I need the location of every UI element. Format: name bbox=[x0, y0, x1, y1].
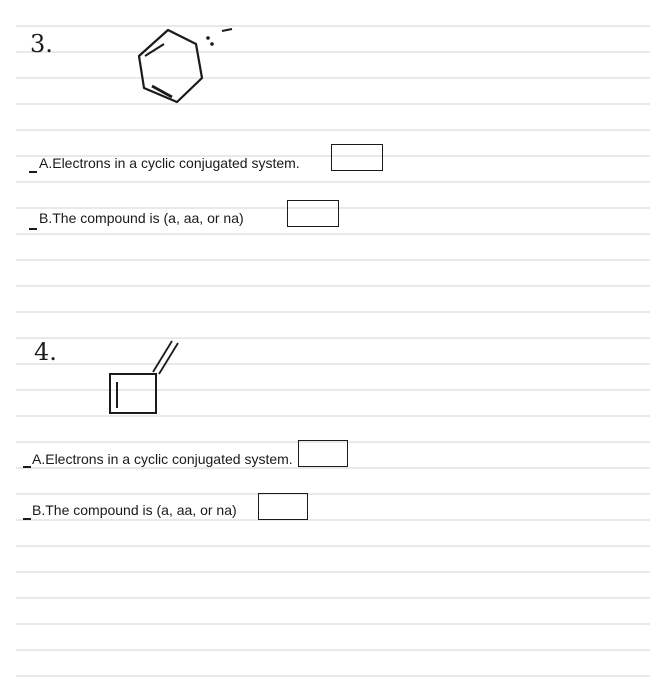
answer-marker bbox=[23, 518, 31, 520]
answer-box-4a[interactable] bbox=[298, 440, 348, 467]
question-3b-label: B.The compound is (a, aa, or na) bbox=[39, 210, 244, 226]
answer-box-3b[interactable] bbox=[287, 200, 339, 227]
answer-marker bbox=[29, 228, 37, 230]
cyclohexadienyl-anion-structure-icon bbox=[130, 20, 250, 115]
problem-4-number: 4. bbox=[34, 338, 57, 366]
answer-marker bbox=[23, 466, 31, 468]
methylenecyclobutene-structure-icon bbox=[100, 330, 200, 420]
question-4a-label: A.Electrons in a cyclic conjugated system. bbox=[32, 451, 293, 467]
answer-box-4b[interactable] bbox=[258, 493, 308, 520]
question-3a-label: A.Electrons in a cyclic conjugated system. bbox=[39, 155, 300, 171]
problem-3-number: 3. bbox=[30, 30, 53, 58]
question-4b-label: B.The compound is (a, aa, or na) bbox=[32, 502, 237, 518]
answer-box-3a[interactable] bbox=[331, 144, 383, 171]
answer-marker bbox=[29, 171, 37, 173]
